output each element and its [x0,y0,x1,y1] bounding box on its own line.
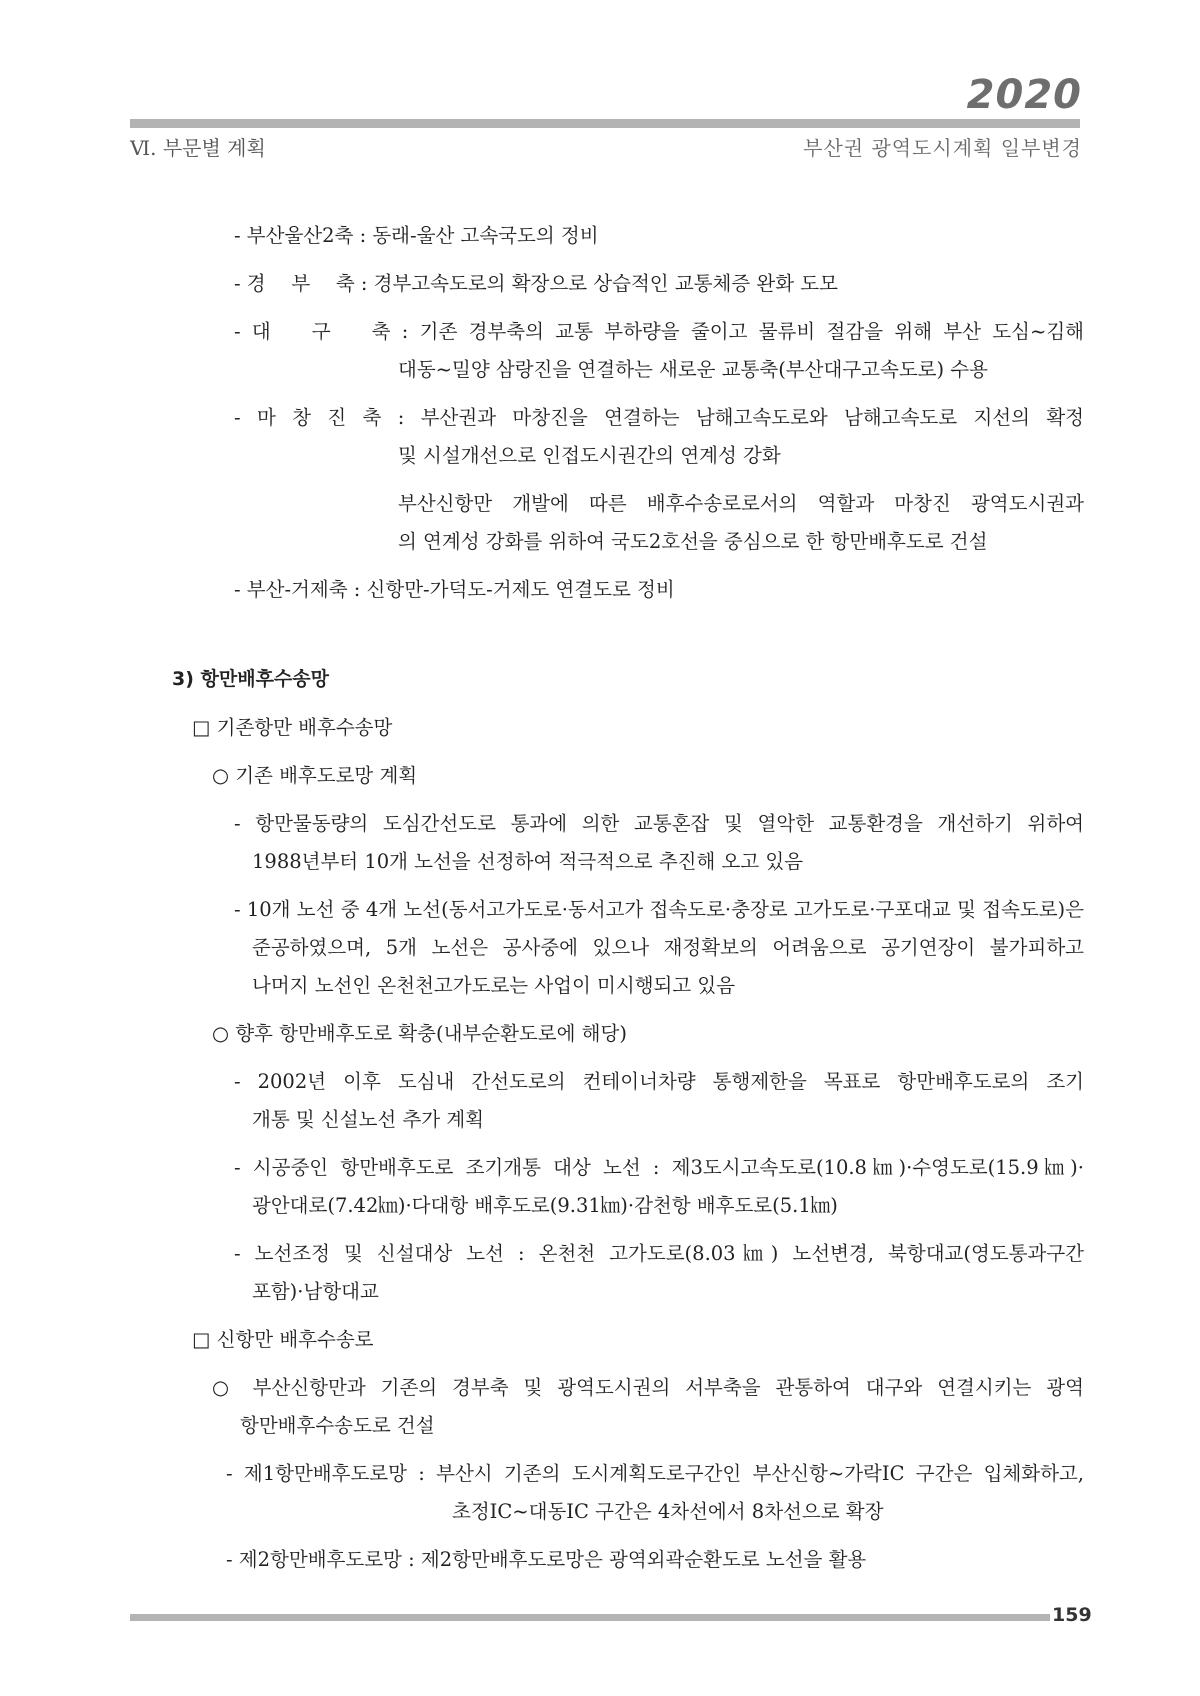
list-item: - 제1항만배후도로망 : 부산시 기존의 도시계획도로구간인 부산신항~가락IC 구간은 입체화하고, [226,1462,1084,1485]
axis-item-daegu-cont: 대동~밀양 삼랑진을 연결하는 새로운 교통축(부산대구고속도로) 수용 [398,358,988,381]
list-item-cont: 광안대로(7.42㎞)·다대항 배후도로(9.31㎞)·감천항 배후도로(5.1㎞) [252,1194,838,1217]
bullet-existing-road-plan: ○ 기존 배후도로망 계획 [212,764,418,787]
page-number: 159 [1052,1604,1092,1626]
document-title: 부산권 광역도시계획 일부변경 [803,136,1082,160]
list-item: - 항만물동량의 도심간선도로 통과에 의한 교통혼잡 및 열악한 교통환경을 개선하기 위하여 [234,812,1084,835]
bullet-future-expansion: ○ 향후 항만배후도로 확충(내부순환도로에 해당) [212,1022,627,1045]
list-item-cont: 1988년부터 10개 노선을 선정하여 적극적으로 추진해 오고 있음 [252,850,804,873]
subsection-existing-port: □ 기존항만 배후수송망 [192,716,393,739]
axis-item-daegu: - 대 구 축 : 기존 경부축의 교통 부하량을 줄이고 물류비 절감을 위해 부산 도심~김해 [234,320,1084,343]
list-item-cont: 나머지 노선인 온천천고가도로는 사업이 미시행되고 있음 [252,974,736,997]
list-item: - 제2항만배후도로망 : 제2항만배후도로망은 광역외곽순환도로 노선을 활용 [226,1548,867,1571]
header-year: 2020 [966,72,1082,118]
list-item-cont: 포함)·남항대교 [252,1280,379,1303]
bullet-cont: 항만배후수송도로 건설 [240,1414,435,1437]
list-item-cont: 초정IC~대동IC 구간은 4차선에서 8차선으로 확장 [452,1500,884,1523]
axis-item-machangjin-cont: 및 시설개선으로 인접도시권간의 연계성 강화 [398,444,781,467]
axis-item-gyeongbu: - 경 부 축 : 경부고속도로의 확장으로 상습적인 교통체증 완화 도모 [234,272,838,295]
list-item: - 노선조정 및 신설대상 노선 : 온천천 고가도로(8.03㎞) 노선변경, 북항대교(영도통과구간 [234,1242,1084,1265]
subsection-new-port: □ 신항만 배후수송로 [192,1328,374,1351]
list-item: - 시공중인 항만배후도로 조기개통 대상 노선 : 제3도시고속도로(10.8㎞)·수영도로(15.9㎞)· [234,1156,1084,1179]
bullet-new-port-road: ○ 부산신항만과 기존의 경부축 및 광역도시권의 서부축을 관통하여 대구와 연결시키는 광역 [212,1376,1084,1399]
list-item-cont: 개통 및 신설노선 추가 계획 [252,1108,485,1131]
axis-item-machangjin: - 마 창 진 축 : 부산권과 마창진을 연결하는 남해고속도로와 남해고속도로 지선의 확정 [234,406,1084,429]
footer-rule [130,1614,1050,1621]
list-item-cont: 준공하였으며, 5개 노선은 공사중에 있으나 재정확보의 어려움으로 공기연장이 불가피하고 [252,936,1084,959]
axis-item-machangjin-note: 부산신항만 개발에 따른 배후수송로로서의 역할과 마창진 광역도시권과 [398,492,1084,515]
section-heading: 3) 항만배후수송망 [172,668,329,690]
list-item: - 10개 노선 중 4개 노선(동서고가도로·동서고가 접속도로·충장로 고가도로·구포대교 및 접속도로)은 [234,898,1084,921]
axis-item-machangjin-note-cont: 의 연계성 강화를 위하여 국도2호선을 중심으로 한 항만배후도로 건설 [398,530,988,553]
axis-item-busan-ulsan: - 부산울산2축 : 동래-울산 고속국도의 정비 [234,224,599,247]
list-item: - 2002년 이후 도심내 간선도로의 컨테이너차량 통행제한을 목표로 항만배후도로의 조기 [234,1070,1084,1093]
axis-item-busan-geoje: - 부산-거제축 : 신항만-가덕도-거제도 연결도로 정비 [234,578,675,601]
header-rule [130,119,1080,128]
chapter-title: Ⅵ. 부문별 계획 [130,136,266,160]
